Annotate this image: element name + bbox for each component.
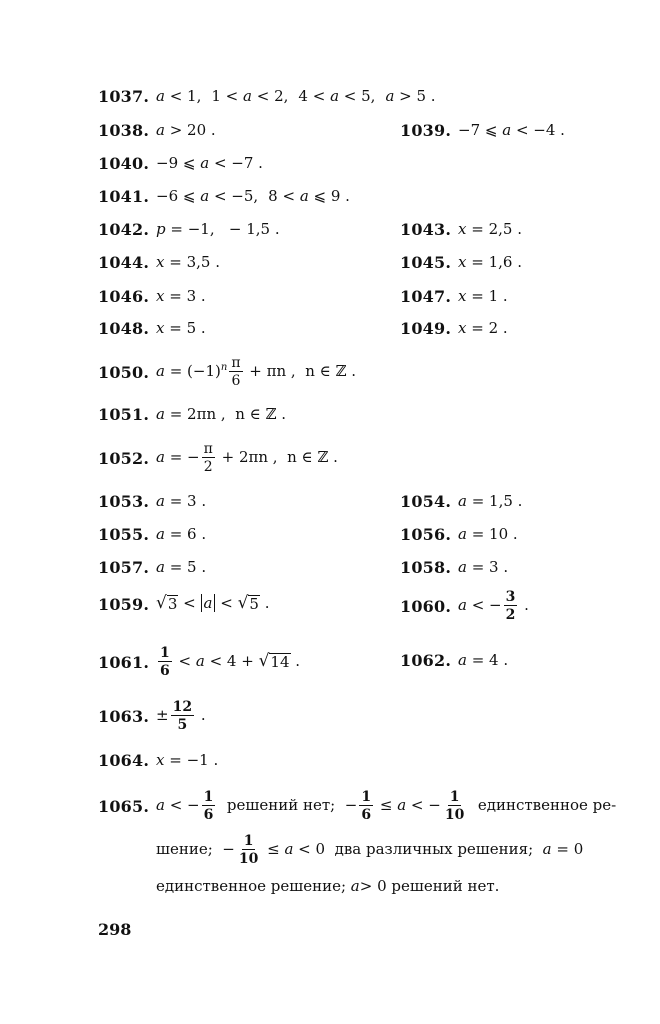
problem-1042: [98, 215, 280, 243]
problem-number: 1060.: [400, 596, 452, 616]
fraction: $\frac{\pi}{6}$: [231, 355, 241, 389]
problem-number: 1059.: [98, 594, 150, 614]
answer: $\frac{1}{6}$ < a < 4 + √ 14 .: [160, 645, 301, 679]
problem-number: 1046.: [98, 286, 150, 306]
problem-number: 1039.: [400, 120, 452, 140]
answer: x = 5 .: [156, 319, 206, 337]
problem-number: 1038.: [98, 120, 150, 140]
problem-1048: [98, 314, 206, 342]
problem-1054: [400, 487, 522, 515]
problem-1060: [400, 586, 529, 626]
problem-1055: [98, 520, 206, 548]
answer: a < 1, 1 < a < 2, 4 < a < 5, a > 5 .: [156, 87, 436, 105]
problem-1065-line-2: шение; − $\frac{1}{10}$ ≤ a < 0 два различных решения; a = 0: [156, 833, 584, 867]
problem-1049: [400, 314, 508, 342]
problem-number: 1045.: [400, 252, 452, 272]
problem-number: 1056.: [400, 524, 452, 544]
problem-1062: [400, 646, 508, 674]
square-root: √ 14: [258, 650, 290, 671]
problem-1040: [98, 149, 263, 177]
answer: ± $\frac{12}{5}$ .: [156, 699, 206, 733]
answer: a = 1,5 .: [458, 492, 523, 510]
problem-1044: [98, 248, 220, 276]
problem-1057: [98, 553, 206, 581]
problem-1047: [400, 282, 508, 310]
answer: p = −1, − 1,5 .: [156, 220, 280, 238]
problem-1064: [98, 746, 218, 774]
problem-number: 1050.: [98, 362, 150, 382]
problem-1045: [400, 248, 522, 276]
fraction: $\frac{3}{2}$: [505, 589, 516, 623]
answer: a = 5 .: [156, 558, 207, 576]
answer: a = 3 .: [156, 492, 207, 510]
fraction: $\frac{\pi}{2}$: [203, 441, 213, 475]
problem-number: 1062.: [400, 650, 452, 670]
answer: −6 ⩽ a < −5, 8 < a ⩽ 9 .: [156, 187, 350, 205]
answer: a = − $\frac{\pi}{2}$ + 2πn , n ∈ ℤ .: [156, 441, 338, 475]
problem-number: 1047.: [400, 286, 452, 306]
answer: a = 6 .: [156, 525, 207, 543]
answer: a < − $\frac{3}{2}$ .: [458, 589, 529, 623]
problem-1056: [400, 520, 518, 548]
answer: x = 1,6 .: [458, 253, 522, 271]
answer: a = 10 .: [458, 525, 518, 543]
answer: $a = (-1)^n$ $\frac{\pi}{6}$ + πn , n ∈ ℤ .: [156, 355, 357, 389]
problem-1065-line-3: единственное решение; a> 0 решений нет.: [156, 877, 500, 895]
problem-number: 1042.: [98, 219, 150, 239]
problem-1063: [98, 696, 206, 736]
problem-number: 1041.: [98, 186, 150, 206]
problem-number: 1052.: [98, 448, 150, 468]
problem-1058: [400, 553, 508, 581]
answer: x = 1 .: [458, 287, 508, 305]
problem-number: 1049.: [400, 318, 452, 338]
answer: x = 2 .: [458, 319, 508, 337]
answer: a = 2πn , n ∈ ℤ .: [156, 405, 286, 423]
answer: x = 2,5 .: [458, 220, 522, 238]
problem-1052: [98, 440, 338, 476]
fraction: $\frac{1}{6}$: [160, 645, 170, 679]
problem-1050: [98, 354, 356, 390]
problem-number: 1044.: [98, 252, 150, 272]
answer: x = −1 .: [156, 751, 219, 769]
problem-number: 1043.: [400, 219, 452, 239]
problem-1043: [400, 215, 522, 243]
problem-number: 1057.: [98, 557, 150, 577]
problem-1046: [98, 282, 206, 310]
absolute-value: a: [201, 594, 216, 612]
problem-number: 1040.: [98, 153, 150, 173]
answer: x = 3 .: [156, 287, 206, 305]
problem-number: 1064.: [98, 750, 150, 770]
problem-1053: [98, 487, 206, 515]
problem-number: 1053.: [98, 491, 150, 511]
problem-1037: [98, 82, 436, 110]
problem-1039: [400, 116, 565, 144]
problem-number: 1055.: [98, 524, 150, 544]
fraction: $\frac{1}{10}$: [444, 789, 465, 823]
answer: a = 3 .: [458, 558, 509, 576]
problem-number: 1058.: [400, 557, 452, 577]
answer: −7 ⩽ a < −4 .: [458, 121, 565, 139]
problem-number: 1061.: [98, 652, 150, 672]
answer-line-1: a < − $\frac{1}{6}$ решений нет; − $\frac{1}{6}$ ≤ a < − $\frac{1}{10}$ единственное ре-: [156, 789, 617, 823]
answer: a > 20 .: [156, 121, 216, 139]
fraction: $\frac{1}{6}$: [203, 789, 214, 823]
fraction: $\frac{12}{5}$: [172, 699, 193, 733]
problem-1065: [98, 786, 616, 826]
answer: x = 3,5 .: [156, 253, 220, 271]
answer: −9 ⩽ a < −7 .: [156, 154, 263, 172]
problem-number: 1048.: [98, 318, 150, 338]
problem-number: 1051.: [98, 404, 150, 424]
page-number: 298: [98, 920, 132, 939]
problem-1051: [98, 400, 286, 428]
square-root: √ 5: [237, 593, 259, 614]
answer: a = 4 .: [458, 651, 509, 669]
fraction: $\frac{1}{6}$: [361, 789, 372, 823]
problem-1059: [98, 586, 270, 622]
problem-number: 1065.: [98, 796, 150, 816]
problem-number: 1063.: [98, 706, 150, 726]
problem-1038: [98, 116, 216, 144]
square-root: √ 3: [156, 593, 178, 614]
problem-1041: [98, 182, 350, 210]
problem-number: 1037.: [98, 86, 150, 106]
fraction: $\frac{1}{10}$: [238, 833, 259, 867]
answer: √ 3 < a < √ 5 .: [156, 593, 270, 614]
problem-number: 1054.: [400, 491, 452, 511]
problem-1061: [98, 642, 300, 682]
